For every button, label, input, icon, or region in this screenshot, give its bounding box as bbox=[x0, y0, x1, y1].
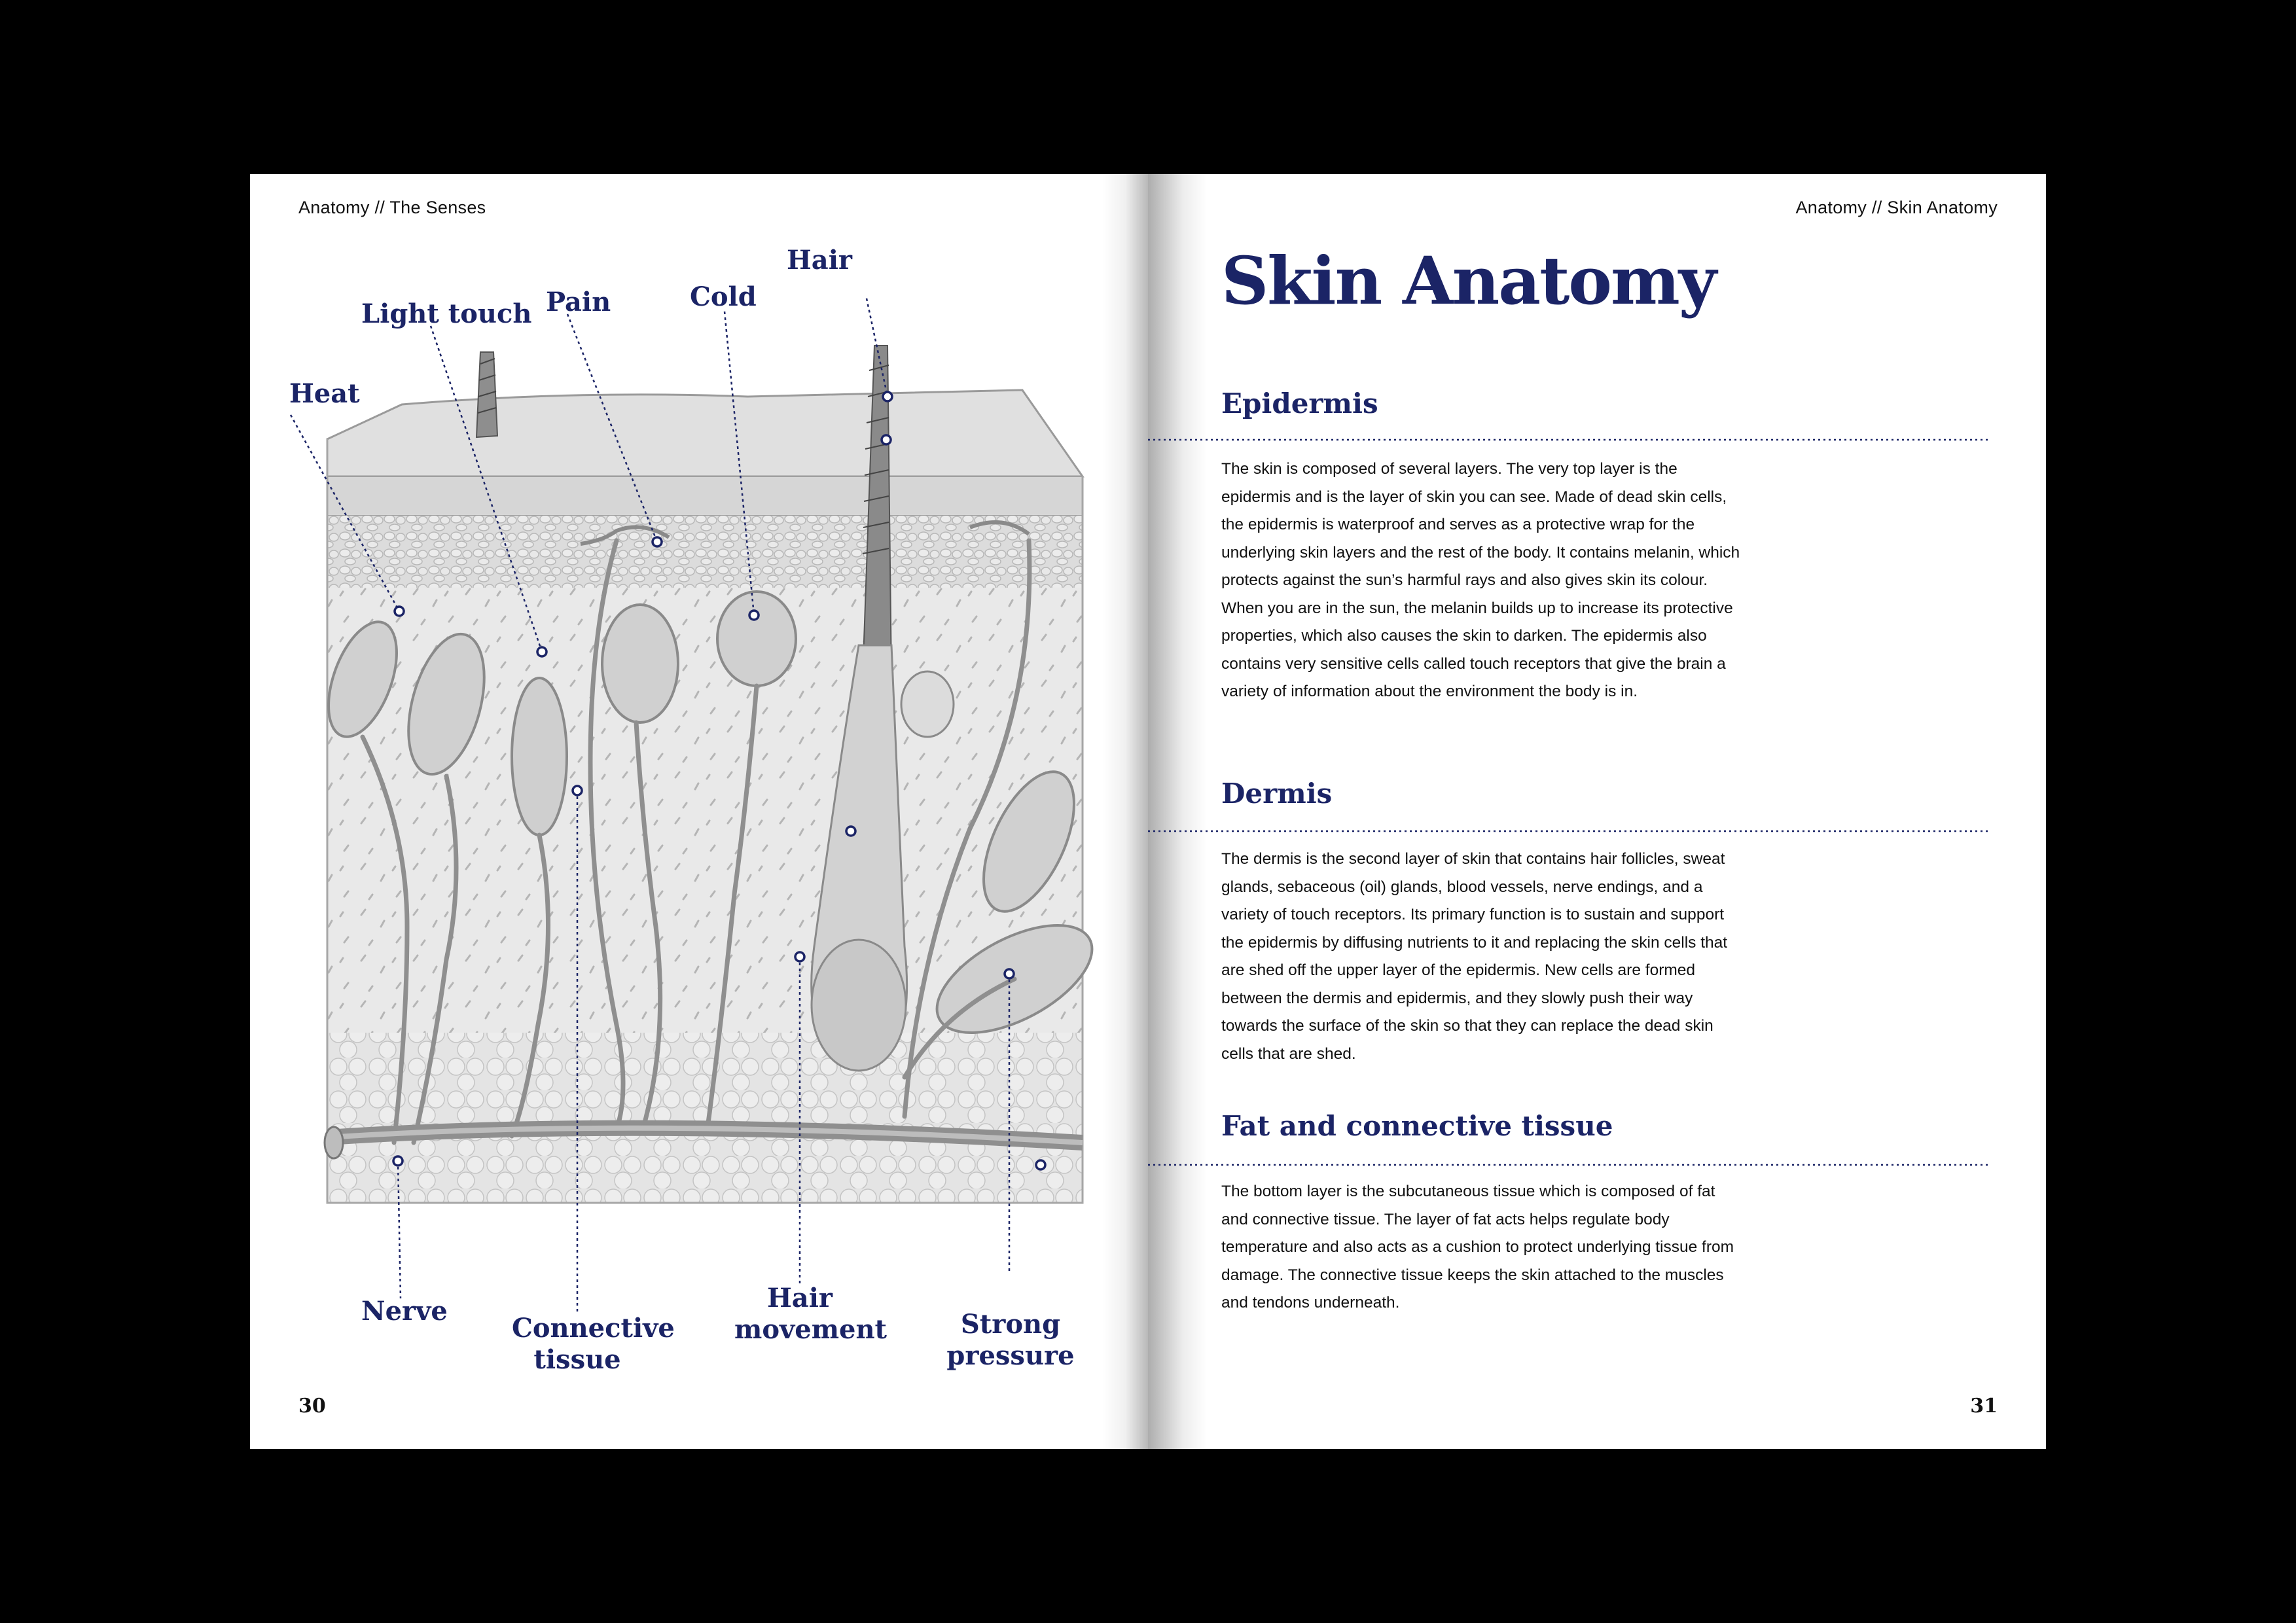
label-light-touch: Light touch bbox=[361, 298, 532, 329]
body-dermis: The dermis is the second layer of skin that contains hair follicles, sweat glands, sebaceous (oil) glands, blood vessels, nerve endings, and a variety of touch receptors. Its primary function is to sustain and support the epidermis by diffusing nutrients to it and replacing the skin cells that are shed off the upper layer of the epidermis. New cells are formed between the dermis and epidermis, and they slowly push their way towards the surface of the skin so that they can replace the dead skin cells that are shed. bbox=[1221, 850, 1728, 1063]
heading-dermis: Dermis bbox=[1221, 777, 1333, 810]
label-pain: Pain bbox=[546, 287, 611, 317]
left-page bbox=[250, 174, 1148, 1449]
label-cold: Cold bbox=[690, 281, 757, 312]
label-hair-movement: Hair movement bbox=[734, 1283, 888, 1345]
label-strong-pressure: Strong pressure bbox=[946, 1309, 1075, 1371]
label-nerve: Nerve bbox=[361, 1296, 448, 1327]
right-page bbox=[1148, 174, 2046, 1449]
heading-fat-connective: Fat and connective tissue bbox=[1221, 1110, 1613, 1142]
body-epidermis: The skin is composed of several layers. The very top layer is the epidermis and is the layer of skin you can see. Made of dead skin cells, the epidermis is waterproof and serves as a protective wrap for the underlying skin layers and the rest of the body. It contains melanin, which protects against the sun’s harmful rays and also gives skin its colour. When you are in the sun, the melanin builds up to increase its protective properties, which also causes the skin to darken. The epidermis also contains very sensitive cells called touch receptors that give the brain a variety of information about the environment the body is in. bbox=[1221, 460, 1740, 700]
label-hair: Hair bbox=[787, 245, 852, 276]
body-fat-connective: The bottom layer is the subcutaneous tissue which is composed of fat and connective tissue. The layer of fat acts helps regulate body temperature and also acts as a cushion to protect underlying tissue from damage. The connective tissue keeps the skin attached to the muscles and tendons underneath. bbox=[1221, 1183, 1734, 1311]
heading-epidermis: Epidermis bbox=[1221, 387, 1378, 419]
running-head-right: Anatomy // Skin Anatomy bbox=[1795, 198, 1998, 217]
running-head-left: Anatomy // The Senses bbox=[298, 198, 486, 217]
book-spread bbox=[250, 174, 2046, 1449]
label-connective-tissue: Connective tissue bbox=[512, 1313, 675, 1375]
page-number-left: 30 bbox=[298, 1395, 326, 1418]
page-number-right: 31 bbox=[1970, 1395, 1998, 1418]
skin-cross-section-illustration bbox=[250, 174, 1148, 1449]
page-title: Skin Anatomy bbox=[1221, 242, 1715, 319]
label-heat: Heat bbox=[289, 378, 360, 409]
gutter-shadow-left bbox=[1102, 174, 1148, 1449]
